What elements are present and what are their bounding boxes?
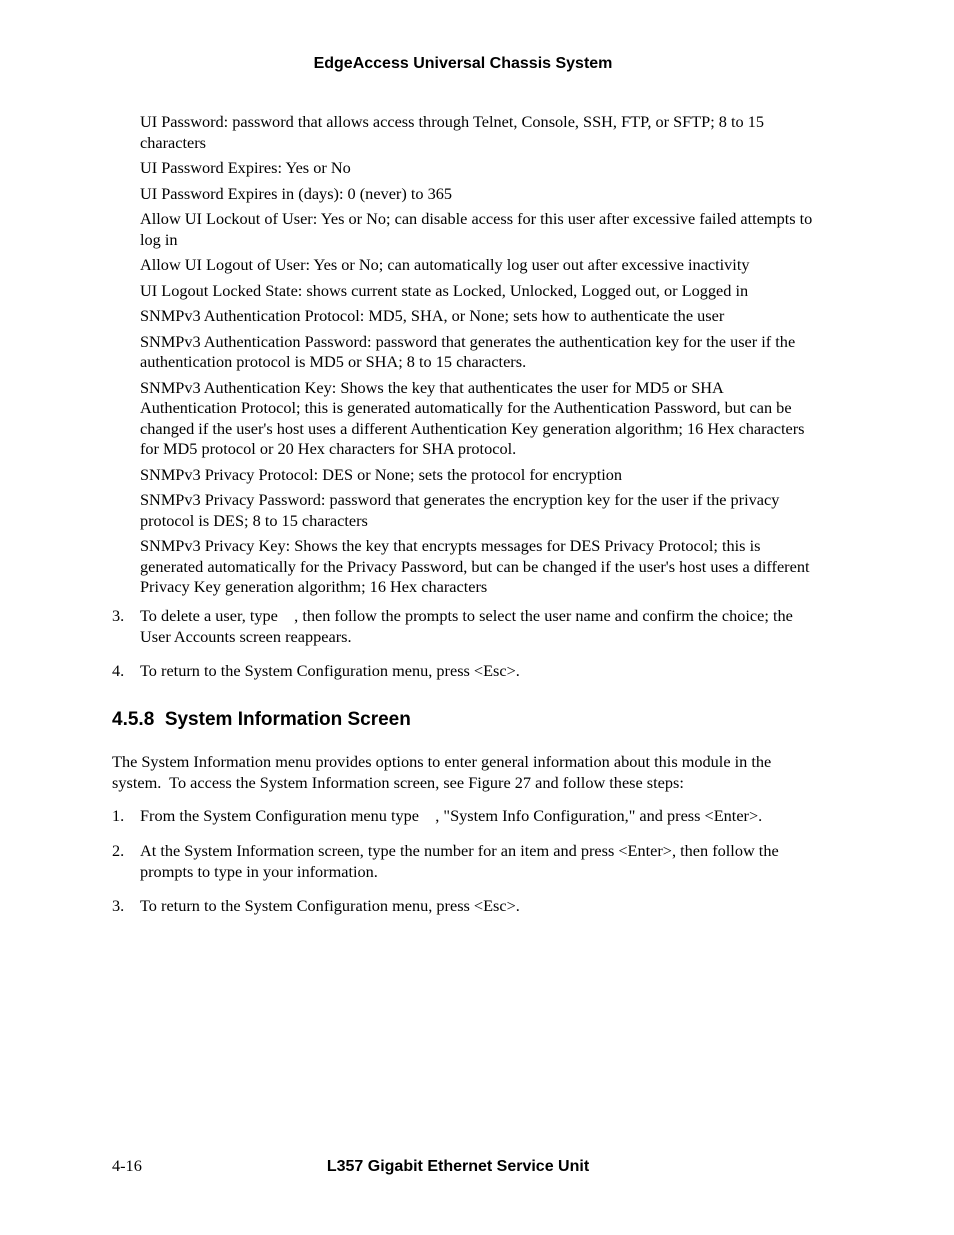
step-text: From the System Configuration menu type , "System Info Configuration," and press <Enter>. [140, 806, 763, 825]
definition-snmpv3-privacy-key: SNMPv3 Privacy Key: Shows the key that encrypts messages for DES Privacy Protocol; this is generated automatically for the Privacy Password, but can be changed if the user's host uses a different Privacy Key generation algorithm; 16 Hex characters [140, 536, 810, 596]
definition-ui-password-expires-days: UI Password Expires in (days): 0 (never) to 365 [140, 183, 452, 203]
definition-snmpv3-auth-protocol: SNMPv3 Authentication Protocol: MD5, SHA, or None; sets how to authenticate the user [140, 306, 725, 325]
page-header: EdgeAccess Universal Chassis System [313, 55, 613, 72]
definition-ui-password: UI Password: password that allows access through Telnet, Console, SSH, FTP, or SFTP; 8 to 15 characters [140, 112, 765, 152]
step-delete-user [112, 606, 822, 647]
user-field-definitions [140, 112, 820, 603]
step-enter-information [112, 841, 822, 882]
step-number: 4. [112, 661, 125, 680]
step-system-info-config [112, 806, 822, 827]
definition-ui-password-expires: UI Password Expires: Yes or No [140, 158, 351, 177]
definition-ui-lockout: Allow UI Lockout of User: Yes or No; can disable access for this user after excessive failed attempts to log in [140, 209, 813, 249]
step-number: 3. [112, 896, 125, 915]
section-heading: 4.5.8 System Information Screen [112, 709, 411, 730]
definition-snmpv3-auth-password: SNMPv3 Authentication Password: password that generates the authentication key for the user if the authentication protocol is MD5 or SHA; 8 to 15 characters. [140, 331, 796, 371]
definition-snmpv3-privacy-password: SNMPv3 Privacy Password: password that generates the encryption key for the user if the privacy protocol is DES; 8 to 15 characters [140, 490, 780, 530]
page-number: 4-16 [112, 1156, 142, 1175]
step-text: To return to the System Configuration menu, press <Esc>. [140, 661, 520, 680]
step-number: 2. [112, 841, 125, 860]
step-text: At the System Information screen, type the number for an item and press <Enter>, then follow the prompts to type in your information. [140, 841, 779, 881]
step-return-system-config [112, 896, 822, 917]
page-footer-title: L357 Gigabit Ethernet Service Unit [326, 1158, 590, 1175]
definition-snmpv3-auth-key: SNMPv3 Authentication Key: Shows the key that authenticates the user for MD5 or SHA Authentication Protocol; this is generated automatically for the Authentication Password, but can be changed if the user's host uses a different Authentication Key generation algorithm; 16 Hex characters for MD5 protocol or 20 Hex characters for SHA protocol. [140, 377, 805, 458]
step-text: To return to the System Configuration menu, press <Esc>. [140, 896, 520, 915]
section-intro: The System Information menu provides options to enter general information about this module in the system. To access the System Information screen, see Figure 27 and follow these steps: [112, 752, 776, 792]
definition-ui-logout-locked-state: UI Logout Locked State: shows current state as Locked, Unlocked, Logged out, or Logged in [140, 280, 749, 300]
step-number: 3. [112, 606, 125, 625]
step-return-menu [112, 661, 822, 682]
definition-snmpv3-privacy-protocol: SNMPv3 Privacy Protocol: DES or None; sets the protocol for encryption [140, 464, 623, 484]
definition-ui-logout: Allow UI Logout of User: Yes or No; can automatically log user out after excessive inactivity [140, 255, 750, 274]
step-text: To delete a user, type , then follow the prompts to select the user name and confirm the choice; the User Accounts screen reappears. [140, 606, 797, 646]
step-number: 1. [112, 806, 125, 825]
